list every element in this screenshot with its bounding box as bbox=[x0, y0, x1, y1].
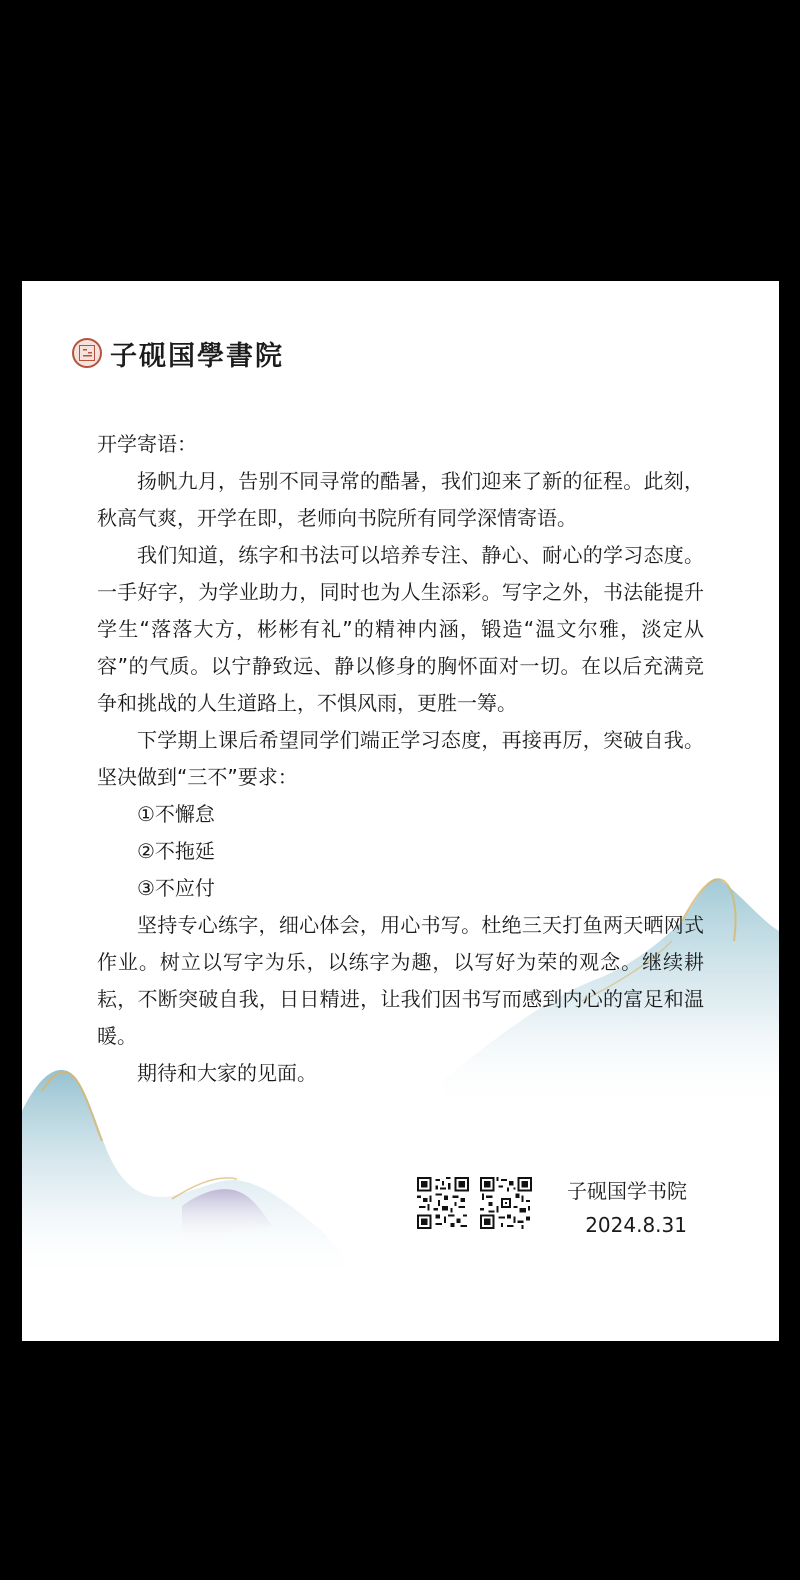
requirement-item: ①不懈怠 bbox=[137, 802, 215, 826]
closing-line: 期待和大家的见面。 bbox=[137, 1061, 317, 1085]
paragraph-4: 坚持专心练字，细心体会，用心书写。杜绝三天打鱼两天晒网式作业。树立以写字为乐，以练字为趣，以写好为荣的观念。继续耕耘，不断突破自我，日日精进，让我们因书写而感到内心的富足和温暖。 bbox=[97, 913, 704, 1048]
letter-body bbox=[97, 426, 704, 1092]
greeting-heading: 开学寄语： bbox=[97, 432, 197, 456]
paragraph-3: 下学期上课后希望同学们端正学习态度，再接再厉，突破自我。坚决做到“三不”要求： bbox=[97, 728, 704, 789]
qr-code-icon bbox=[480, 1177, 532, 1229]
seal-logo-icon bbox=[72, 338, 102, 368]
requirement-item: ③不应付 bbox=[137, 876, 215, 900]
letterhead bbox=[72, 333, 284, 373]
signature-block bbox=[417, 1171, 717, 1241]
signature-name: 子砚国学书院 bbox=[567, 1179, 687, 1203]
signature-date: 2024.8.31 bbox=[585, 1213, 687, 1237]
academy-name-logo: 子砚国學書院 bbox=[110, 340, 284, 372]
letter-page bbox=[22, 281, 779, 1341]
paragraph-2: 我们知道，练字和书法可以培养专注、静心、耐心的学习态度。一手好字，为学业助力，同时也为人生添彩。写字之外，书法能提升学生“落落大方，彬彬有礼”的精神内涵，锻造“温文尔雅，淡定从容”的气质。以宁静致远、静以修身的胸怀面对一切。在以后充满竞争和挑战的人生道路上，不惧风雨，更胜一筹。 bbox=[97, 543, 704, 715]
qr-code-icon bbox=[417, 1177, 469, 1229]
requirement-item: ②不拖延 bbox=[137, 839, 215, 863]
paragraph-1: 扬帆九月，告别不同寻常的酷暑，我们迎来了新的征程。此刻，秋高气爽，开学在即，老师向书院所有同学深情寄语。 bbox=[97, 469, 704, 530]
